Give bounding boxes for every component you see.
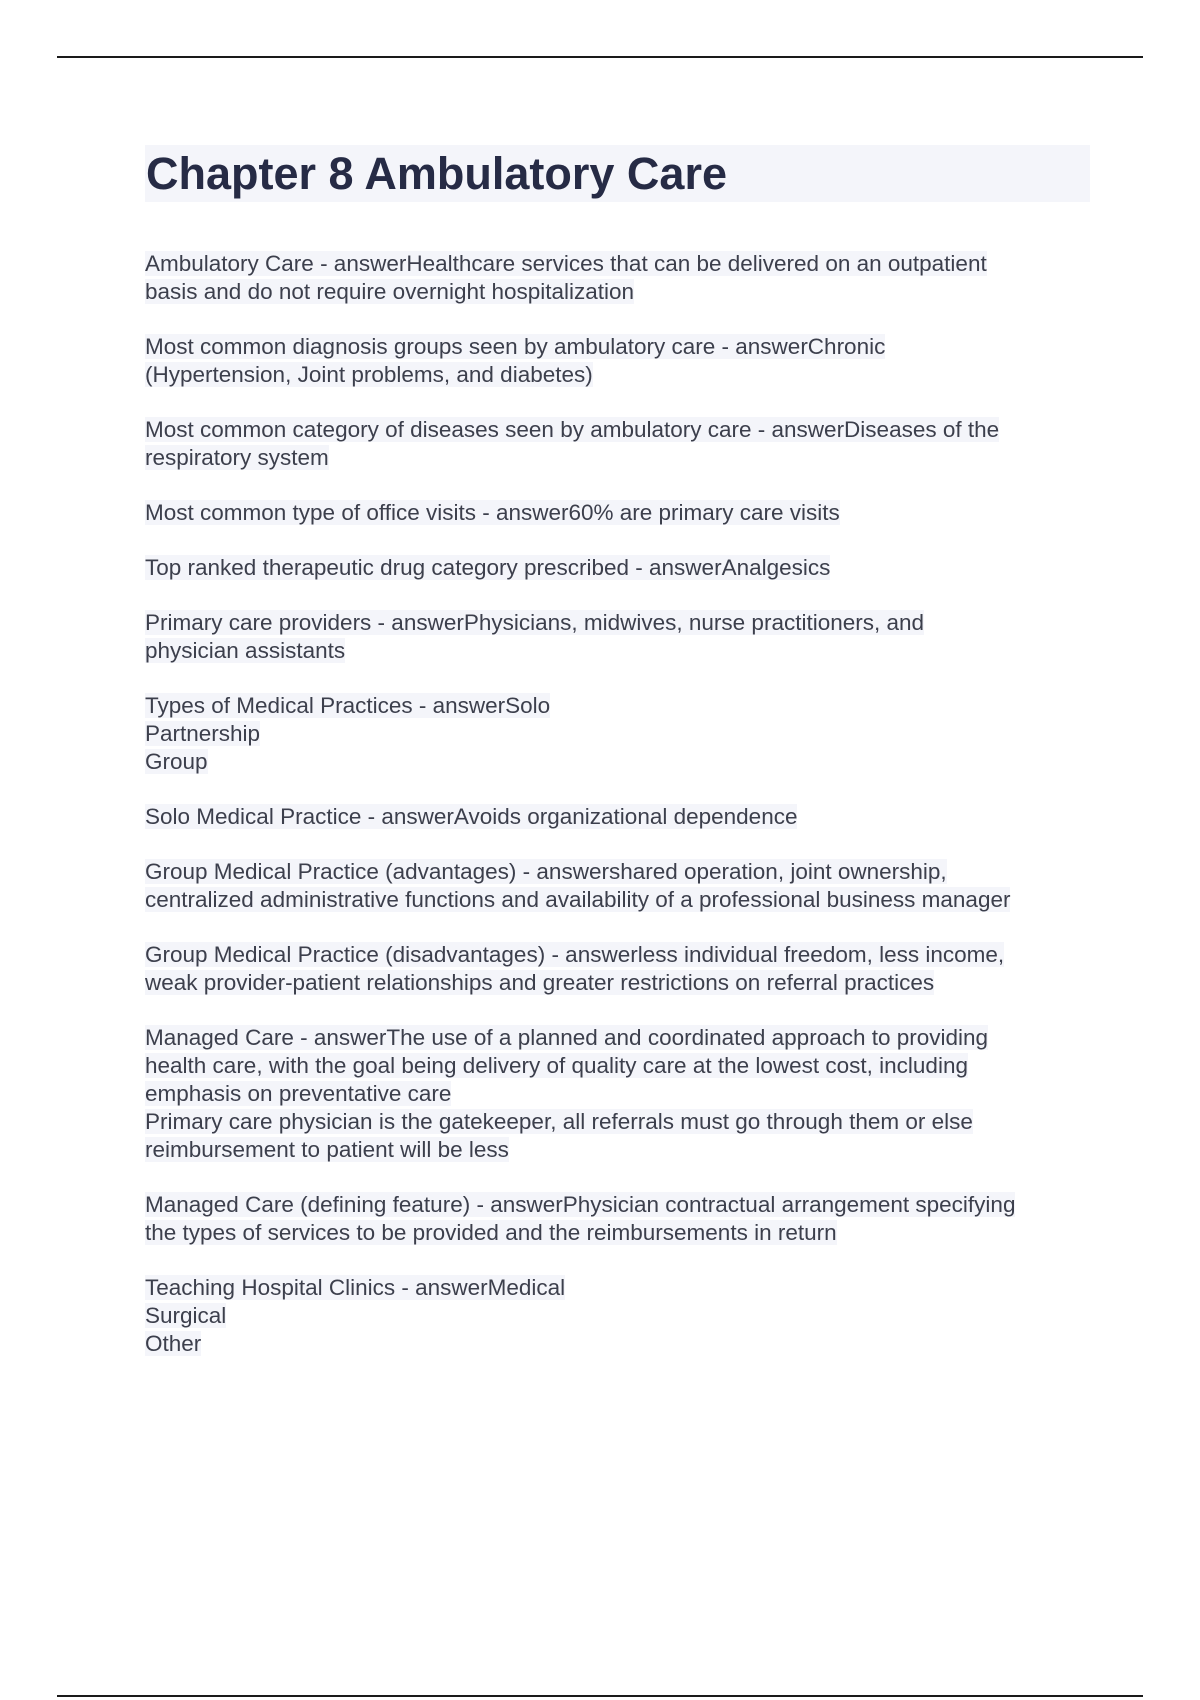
card-line: Group <box>145 749 208 774</box>
top-rule <box>57 56 1143 58</box>
flashcard <box>145 250 1090 306</box>
card-line: Solo Medical Practice - answerAvoids organizational dependence <box>145 804 798 829</box>
card-line: Partnership <box>145 721 261 746</box>
flashcard <box>145 416 1090 472</box>
flashcard <box>145 941 1090 997</box>
card-line: respiratory system <box>145 445 329 470</box>
card-line: basis and do not require overnight hospitalization <box>145 279 635 304</box>
flashcard <box>145 333 1090 389</box>
card-line: health care, with the goal being delivery of quality care at the lowest cost, including <box>145 1053 968 1078</box>
flashcard <box>145 1191 1090 1247</box>
bottom-rule <box>57 1695 1143 1697</box>
card-line: centralized administrative functions and availability of a professional business manager <box>145 887 1011 912</box>
card-line: Managed Care (defining feature) - answerPhysician contractual arrangement specifying <box>145 1192 1016 1217</box>
flashcard <box>145 692 1090 776</box>
flashcard <box>145 499 1090 527</box>
card-line: Types of Medical Practices - answerSolo <box>145 693 551 718</box>
card-line: Teaching Hospital Clinics - answerMedical <box>145 1275 566 1300</box>
flashcard <box>145 1274 1090 1358</box>
card-line: Primary care physician is the gatekeeper, all referrals must go through them or else <box>145 1109 973 1134</box>
card-line: (Hypertension, Joint problems, and diabetes) <box>145 362 593 387</box>
card-line: Top ranked therapeutic drug category prescribed - answerAnalgesics <box>145 555 831 580</box>
card-line: emphasis on preventative care <box>145 1081 452 1106</box>
card-line: Most common diagnosis groups seen by ambulatory care - answerChronic <box>145 334 886 359</box>
card-line: Group Medical Practice (advantages) - answershared operation, joint ownership, <box>145 859 947 884</box>
flashcard <box>145 858 1090 914</box>
card-line: Ambulatory Care - answerHealthcare services that can be delivered on an outpatient <box>145 251 987 276</box>
flashcard <box>145 609 1090 665</box>
flashcard <box>145 803 1090 831</box>
card-line: Surgical <box>145 1303 227 1328</box>
card-line: weak provider-patient relationships and greater restrictions on referral practices <box>145 970 935 995</box>
flashcard <box>145 1024 1090 1164</box>
page-title: Chapter 8 Ambulatory Care <box>146 148 727 199</box>
card-line: Primary care providers - answerPhysicians, midwives, nurse practitioners, and <box>145 610 925 635</box>
card-line: physician assistants <box>145 638 346 663</box>
document-body <box>145 145 1090 1385</box>
card-line: Most common type of office visits - answer60% are primary care visits <box>145 500 840 525</box>
title-band <box>145 145 1090 202</box>
card-line: Most common category of diseases seen by ambulatory care - answerDiseases of the <box>145 417 1000 442</box>
card-line: Group Medical Practice (disadvantages) - answerless individual freedom, less income, <box>145 942 1005 967</box>
card-line: Managed Care - answerThe use of a planned and coordinated approach to providing <box>145 1025 989 1050</box>
card-line: the types of services to be provided and the reimbursements in return <box>145 1220 837 1245</box>
card-line: Other <box>145 1331 202 1356</box>
card-line: reimbursement to patient will be less <box>145 1137 509 1162</box>
flashcard <box>145 554 1090 582</box>
